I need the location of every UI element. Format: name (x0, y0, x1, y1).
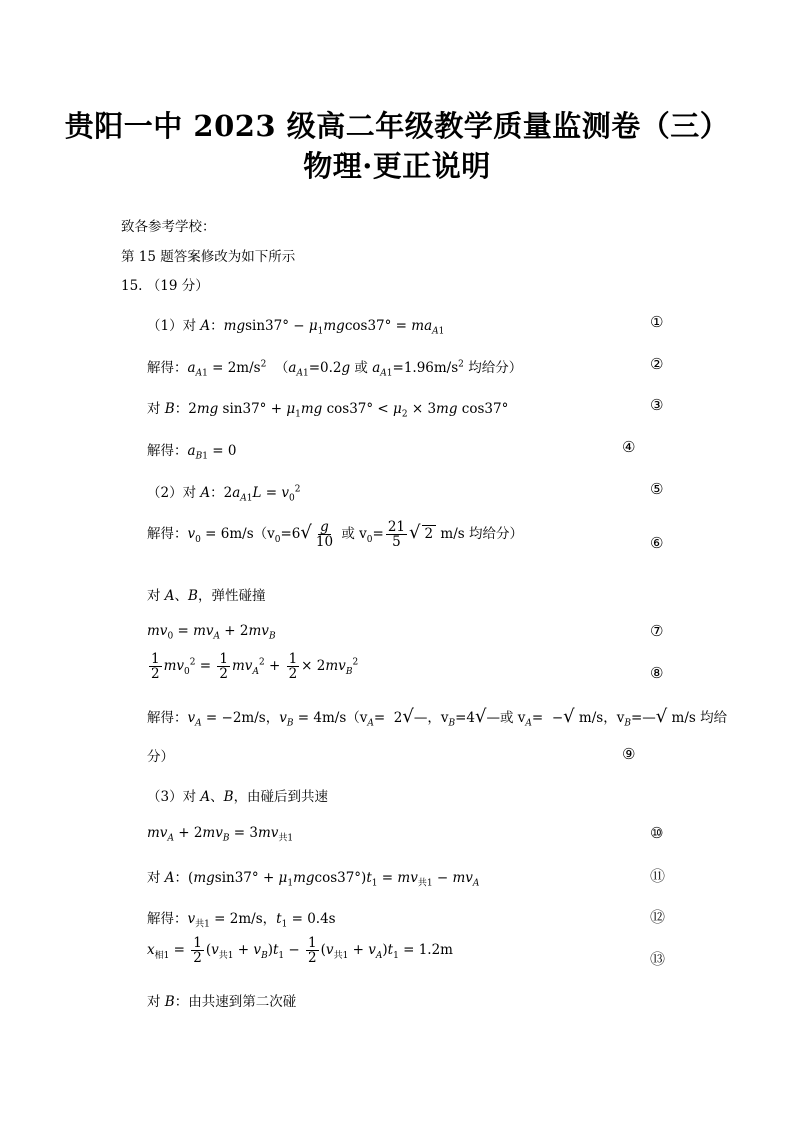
eq-line-4: 解得：$a_{B1} = 0$ (147, 443, 237, 462)
eq-line-1: （1）对 A：$mgsin37^\circ - \mu_1mgcos37^\circ = ma_{A1}$ (147, 318, 445, 337)
question-header: 15. （19 分） (121, 278, 209, 294)
eq-line-6: 解得：$v_0 = 6m/s(v_0=6√$ $\frac{g}{10}$ 或 $v_0=$ $\frac{21}{5}$ √ 2 m/s 均给分） (147, 519, 523, 551)
eq-number-10: ⑩ (650, 824, 664, 842)
eq-line-9: $\frac{1}{2}$ $mv_0^2$ = $\frac{1}{2}$ $mv_A^2$ + $\frac{1}{2}$ × $2mv_B^2$ (151, 651, 359, 683)
eq-line-2: 解得：$a_{A1} = 2m/s^2$ （$a_{A1}=0.2g$ 或 $a_{A1}=1.96m/s^2$ 均给分） (147, 359, 523, 379)
eq-line-11: 分） (147, 749, 174, 765)
greeting: 致各参考学校： (121, 219, 216, 235)
notice: 第 15 题答案修改为如下所示 (121, 249, 296, 265)
eq-line-15: 解得：$v_{共1} = 2m/s$，$t_1 = 0.4s$ (147, 911, 336, 930)
eq-line-14: 对 A：$(mgsin37^\circ + \mu_1mgcos37^\circ)t_1 = mv_{共1} - mv_A$ (147, 870, 480, 889)
page-title: 贵阳一中 2023 级高二年级教学质量监测卷（三） (64, 109, 730, 143)
eq-line-13: $mv_A + 2mv_B = 3mv_{共1}$ (147, 825, 294, 844)
eq-number-7: ⑦ (650, 622, 664, 640)
eq-line-10: 解得：$v_A = -2m/s$，$v_B = 4m/s(v_A=$ 2√—，$v_B=4√—$或 $v_A=$ −√ m/s，$v_B=—√$ m/s 均给 (147, 706, 728, 729)
eq-number-6: ⑥ (650, 534, 664, 552)
eq-number-1: ① (650, 313, 664, 331)
eq-line-3: 对 B：2mg $\sin 37^\circ + \mu_1mg$ $\cos 37^\circ < \mu_2 \times 3mg$ cos37° (147, 401, 509, 420)
eq-number-3: ③ (650, 396, 664, 414)
eq-number-5: ⑤ (650, 480, 664, 498)
page-subtitle: 物理·更正说明 (303, 149, 491, 183)
eq-line-12: （3）对 A、B，由碰后到共速 (147, 789, 329, 805)
eq-line-7: 对 A、B，弹性碰撞 (147, 588, 266, 604)
eq-number-13: ⑬ (650, 950, 666, 968)
eq-number-12: ⑫ (650, 908, 666, 926)
eq-line-8: $mv_0 = mv_A + 2mv_B$ (147, 623, 276, 642)
eq-number-4: ④ (622, 438, 636, 456)
eq-line-5: （2）对 A：$2a_{A1}L = v_0^2$ (147, 484, 301, 504)
eq-number-11: ⑪ (650, 867, 666, 885)
eq-number-8: ⑧ (650, 664, 664, 682)
eq-number-2: ② (650, 355, 664, 373)
eq-line-17: 对 B：由共速到第二次碰 (147, 994, 297, 1010)
eq-line-16: $x_{相1}$ = $\frac{1}{2}$ $(v_{共1} + v_B)t_1$ − $\frac{1}{2}$ $(v_{共1} + v_A)t_1 = 1.2m$ (147, 935, 453, 967)
eq-number-9: ⑨ (622, 745, 636, 763)
